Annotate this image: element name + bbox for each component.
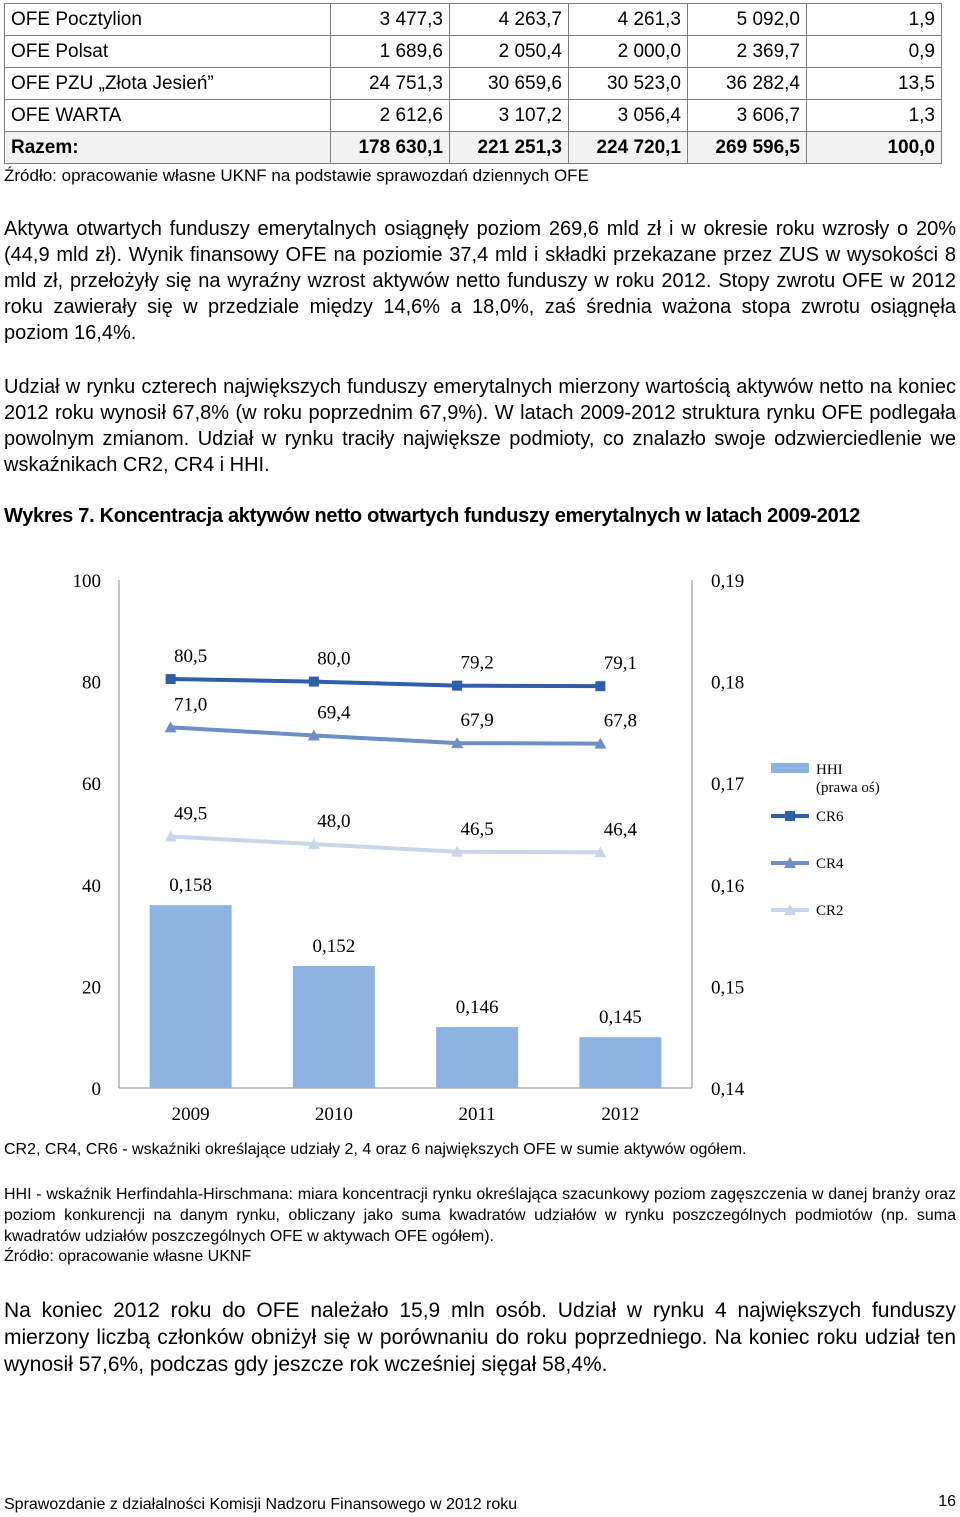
value-2009: 1 689,6 (331, 36, 450, 68)
right-tick-label: 0,17 (711, 774, 745, 796)
value-2012: 3 606,7 (688, 100, 807, 132)
cr4-data-label: 71,0 (174, 694, 208, 716)
hhi-bar (293, 966, 375, 1088)
cr4-legend-label: CR4 (816, 856, 844, 872)
cr6-data-label: 79,2 (460, 652, 494, 674)
cr6-data-label: 80,0 (317, 648, 351, 670)
cr2-data-label: 46,4 (603, 819, 637, 841)
total-2011: 224 720,1 (569, 132, 688, 164)
hhi-legend-sublabel: (prawa oś) (816, 780, 880, 796)
value-2010: 4 263,7 (450, 4, 569, 36)
table-source: Źródło: opracowanie własne UKNF na podstawie sprawozdań dziennych OFE (4, 166, 589, 185)
cr6-point (452, 681, 462, 691)
paragraph-market-share: Udział w rynku czterech największych funduszy emerytalnych mierzony wartością aktywów netto na koniec 2012 roku wynosił 67,8% (w roku poprzednim 67,9%). W latach 2009-2012 struktura rynku OFE podlegała powolnym zmianom. Udział w rynku traciły największe podmioty, co znalazło swoje odzwierciedlenie we wskaźnikach CR2, CR4 i HHI. (4, 376, 956, 476)
total-label: Razem: (5, 132, 331, 164)
table-row (5, 68, 942, 100)
concentration-chart (0, 540, 960, 1135)
right-tick-label: 0,18 (711, 672, 745, 694)
fund-name: OFE Polsat (5, 36, 331, 68)
total-2010: 221 251,3 (450, 132, 569, 164)
left-tick-label: 60 (82, 774, 101, 796)
market-share: 1,3 (807, 100, 942, 132)
value-2011: 3 056,4 (569, 100, 688, 132)
value-2010: 3 107,2 (450, 100, 569, 132)
table-row (5, 36, 942, 68)
hhi-legend-swatch (771, 763, 809, 773)
market-share: 13,5 (807, 68, 942, 100)
total-2012: 269 596,5 (688, 132, 807, 164)
cr6-legend-marker (785, 811, 795, 821)
total-2009: 178 630,1 (331, 132, 450, 164)
x-tick-label: 2010 (314, 1104, 353, 1125)
table-row (5, 100, 942, 132)
cr4-data-label: 69,4 (317, 702, 351, 724)
total-share: 100,0 (807, 132, 942, 164)
cr2-data-label: 46,5 (460, 818, 494, 840)
note-cr: CR2, CR4, CR6 - wskaźniki określające udziały 2, 4 oraz 6 największych OFE w sumie aktywów ogółem. (4, 1141, 747, 1158)
table-row (5, 4, 942, 36)
market-share: 0,9 (807, 36, 942, 68)
hhi-legend-label: HHI (816, 762, 843, 778)
right-tick-label: 0,15 (711, 977, 745, 999)
fund-name: OFE PZU „Złota Jesień” (5, 68, 331, 100)
left-tick-label: 20 (82, 977, 101, 999)
paragraph-members: Na koniec 2012 roku do OFE należało 15,9 mln osób. Udział w rynku 4 największych funduszy mierzony liczbą członków obniżył się w porównaniu do roku poprzedniego. Na koniec roku udział ten wynosił 57,6%, podczas gdy jeszcze rok wcześniej sięgał 58,4%. (4, 1299, 956, 1376)
footer-text: Sprawozdanie z działalności Komisji Nadzoru Finansowego w 2012 roku (4, 1496, 518, 1513)
cr2-data-label: 49,5 (174, 803, 208, 825)
cr4-data-label: 67,9 (460, 710, 494, 732)
ofe-assets-table (4, 3, 942, 164)
hhi-data-label: 0,152 (312, 936, 356, 958)
note-hhi: HHI - wskaźnik Herfindahla-Hirschmana: miara koncentracji rynku określająca szacunkowy poziom zagęszczenia w danej branży oraz poziom konkurencji na danym rynku, obliczany jako suma kwadratów udziałów w rynku poszczególnych podmiotów (np. suma kwadratów udziałów poszczególnych OFE w aktywach OFE ogółem). (4, 1186, 956, 1245)
x-tick-label: 2009 (171, 1104, 210, 1125)
hhi-bar (150, 905, 232, 1088)
cr2-line (171, 837, 601, 853)
left-tick-label: 80 (82, 672, 101, 694)
left-tick-label: 0 (91, 1079, 101, 1100)
cr6-data-label: 79,1 (603, 653, 637, 675)
value-2011: 30 523,0 (569, 68, 688, 100)
hhi-data-label: 0,146 (455, 997, 499, 1019)
cr6-legend-label: CR6 (816, 809, 844, 825)
cr6-point (595, 681, 605, 691)
cr4-line (171, 727, 601, 743)
value-2011: 4 261,3 (569, 4, 688, 36)
value-2012: 5 092,0 (688, 4, 807, 36)
value-2009: 2 612,6 (331, 100, 450, 132)
value-2010: 30 659,6 (450, 68, 569, 100)
cr6-point (166, 674, 176, 684)
value-2011: 2 000,0 (569, 36, 688, 68)
hhi-data-label: 0,158 (169, 875, 212, 897)
value-2009: 24 751,3 (331, 68, 450, 100)
chart-source: Źródło: opracowanie własne UKNF (4, 1248, 252, 1265)
fund-name: OFE WARTA (5, 100, 331, 132)
left-tick-label: 40 (82, 875, 101, 897)
hhi-data-label: 0,145 (599, 1007, 642, 1029)
right-tick-label: 0,14 (711, 1079, 745, 1100)
paragraph-assets: Aktywa otwartych funduszy emerytalnych osiągnęły poziom 269,6 mld zł i w okresie roku wzrosły o 20% (44,9 mld zł). Wynik finansowy OFE na poziomie 37,4 mld i składki przekazane przez ZUS w wysokości 8 mld zł, przełożyły się na wyraźny wzrost aktywów netto funduszy w roku 2012. Stopy zwrotu OFE w 2012 roku zawierały się w przedziale między 14,6% a 18,0%, zaś średnia ważona stopa zwrotu osiągnęła poziom 16,4%. (4, 218, 956, 344)
left-tick-label: 100 (72, 571, 101, 592)
page-number: 16 (938, 1493, 956, 1510)
market-share: 1,9 (807, 4, 942, 36)
fund-name: OFE Pocztylion (5, 4, 331, 36)
hhi-bar (436, 1027, 518, 1088)
hhi-bar (579, 1037, 661, 1088)
table-total-row (5, 132, 942, 164)
value-2012: 2 369,7 (688, 36, 807, 68)
value-2010: 2 050,4 (450, 36, 569, 68)
figure-title: Wykres 7. Koncentracja aktywów netto otwartych funduszy emerytalnych w latach 2009-2012 (4, 505, 861, 527)
right-tick-label: 0,19 (711, 571, 745, 592)
cr6-line (171, 679, 601, 686)
cr4-data-label: 67,8 (603, 710, 637, 732)
x-tick-label: 2012 (601, 1104, 640, 1125)
value-2012: 36 282,4 (688, 68, 807, 100)
value-2009: 3 477,3 (331, 4, 450, 36)
cr2-legend-label: CR2 (816, 903, 844, 919)
cr6-point (309, 677, 319, 687)
x-tick-label: 2011 (458, 1104, 496, 1125)
cr6-data-label: 80,5 (174, 646, 208, 668)
right-tick-label: 0,16 (711, 875, 745, 897)
cr2-data-label: 48,0 (317, 811, 351, 833)
